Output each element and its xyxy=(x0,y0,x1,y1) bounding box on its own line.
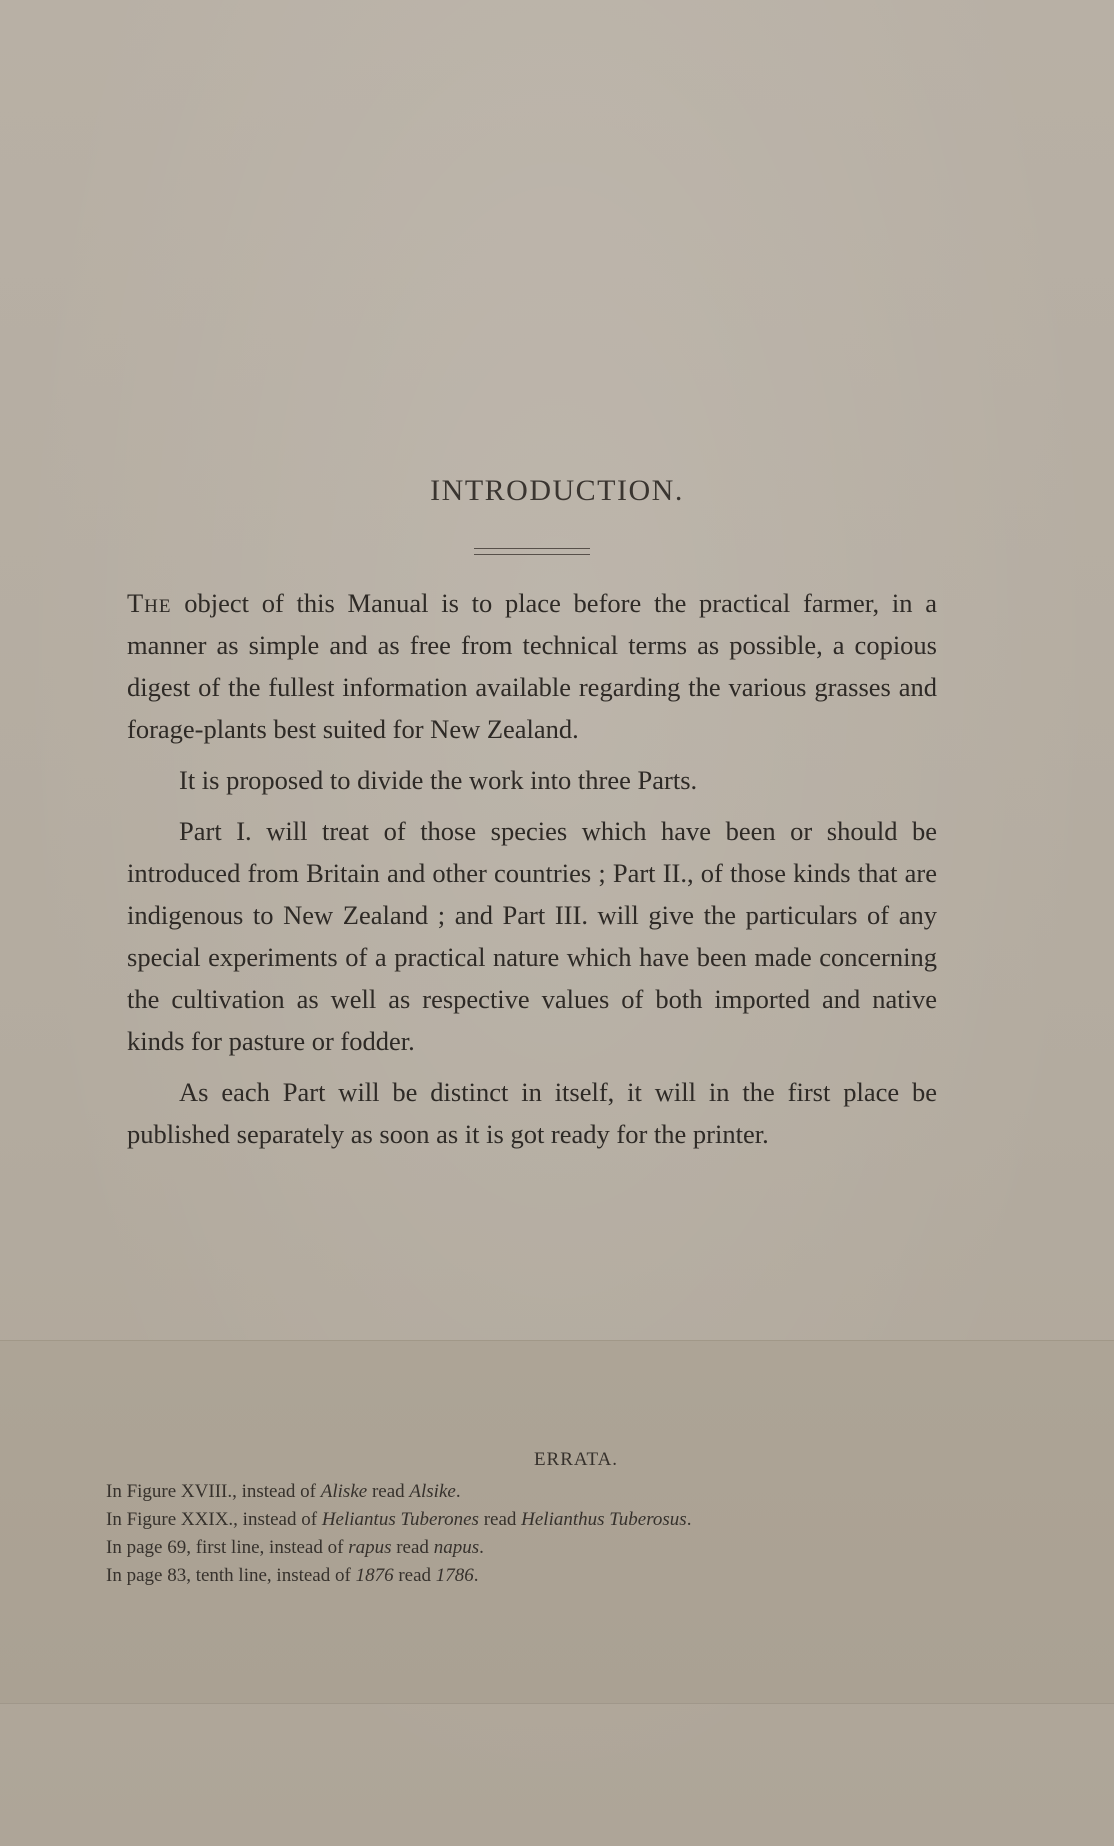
paragraph-publication: As each Part will be distinct in itself, it will in the first place be published separately as soon as it is got ready for the printer. xyxy=(127,1077,937,1149)
errata-prefix: In Figure XXIX., instead of xyxy=(106,1509,322,1530)
errata-item xyxy=(106,1534,1006,1562)
errata-mid: read xyxy=(367,1481,410,1502)
errata-item xyxy=(106,1506,1006,1534)
errata-suffix: . xyxy=(455,1481,461,1502)
introduction-body xyxy=(127,582,937,1164)
page-title: INTRODUCTION. xyxy=(430,474,684,507)
errata-prefix: In page 69, first line, instead of xyxy=(106,1537,349,1558)
errata-wrong: 1876 xyxy=(355,1565,394,1586)
errata-suffix: . xyxy=(479,1537,484,1558)
errata-prefix: In Figure XVIII., instead of xyxy=(106,1481,321,1502)
errata-right: napus xyxy=(433,1537,480,1558)
errata-wrong: Heliantus Tuberones xyxy=(321,1509,479,1530)
paragraph-object-text: object of this Manual is to place before the practical farmer, in a manner as simple and as free from technical terms as possible, a copious digest of the fullest information available regarding the various grasses and forage-plants best suited for New Zealand. xyxy=(127,588,937,744)
opening-word: The xyxy=(127,588,172,618)
errata-prefix: In page 83, tenth line, instead of xyxy=(106,1565,356,1586)
errata-mid: read xyxy=(393,1565,436,1586)
errata-suffix: . xyxy=(686,1509,692,1530)
errata-mid: read xyxy=(478,1509,522,1530)
errata-right: Alsike xyxy=(409,1481,456,1502)
errata-item xyxy=(106,1562,1006,1590)
errata-item xyxy=(106,1478,1006,1506)
errata-mid: read xyxy=(391,1537,434,1558)
errata-wrong: rapus xyxy=(348,1537,392,1558)
errata-wrong: Aliske xyxy=(320,1481,368,1502)
paragraph-parts: It is proposed to divide the work into three Parts. xyxy=(179,765,698,795)
paragraph-object xyxy=(127,582,937,750)
title-double-rule xyxy=(474,548,590,555)
errata-right: 1786 xyxy=(435,1565,474,1586)
errata-section xyxy=(106,1446,1006,1590)
paragraph-part-descriptions: Part I. will treat of those species which have been or should be introduced from Britain and other countries ; Part II., of those kinds that are indigenous to New Zealand ; and Part III. will give the particulars of any special experiments of a practical nature which have been made concerning the cultivation as well as respective values of both imported and native kinds for pasture or fodder. xyxy=(127,816,937,1056)
errata-right: Helianthus Tuberosus xyxy=(521,1509,687,1530)
errata-heading: ERRATA. xyxy=(533,1449,619,1470)
errata-suffix: . xyxy=(473,1565,479,1586)
